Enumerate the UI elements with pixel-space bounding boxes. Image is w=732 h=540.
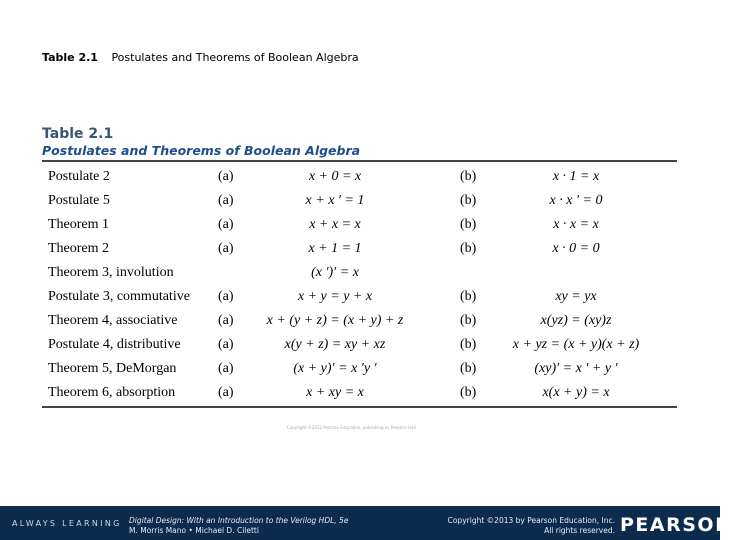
part-b-label: (b) <box>460 337 477 352</box>
table-row <box>0 333 720 357</box>
part-b-equation: x · 1 = x <box>552 169 600 184</box>
part-a-equation: x(y + z) = xy + xz <box>284 337 386 352</box>
copyright-line-1: Copyright ©2013 by Pearson Education, Inc. <box>447 516 615 525</box>
slide-title <box>42 51 359 64</box>
part-b-label: (b) <box>460 289 477 304</box>
part-a-label: (a) <box>218 361 234 376</box>
part-b-equation: x · 0 = 0 <box>552 241 600 256</box>
row-name: Theorem 2 <box>48 241 110 256</box>
part-b-equation: x(x + y) = x <box>542 385 610 400</box>
part-a-label: (a) <box>218 385 234 400</box>
part-b-label: (b) <box>460 193 477 208</box>
part-b-label: (b) <box>460 241 477 256</box>
row-name: Postulate 3, commutative <box>48 289 190 304</box>
table-caption: Postulates and Theorems of Boolean Algebra <box>42 143 361 158</box>
part-a-equation: (x + y)′ = x ′y ′ <box>293 361 377 376</box>
table-row <box>0 285 720 309</box>
source-note: Copyright ©2012 Pearson Education, publishing as Prentice Hall <box>287 425 416 430</box>
copyright-line-2: All rights reserved. <box>544 526 615 535</box>
table-heading <box>42 126 360 158</box>
always-learning-tagline: ALWAYS LEARNING <box>12 519 122 528</box>
part-a-label: (a) <box>218 169 234 184</box>
part-a-equation: x + y = y + x <box>297 289 373 304</box>
slide-title-label: Table 2.1 <box>42 51 98 64</box>
part-b-label: (b) <box>460 169 477 184</box>
table-top-rule <box>42 160 677 162</box>
book-authors: M. Morris Mano • Michael D. Ciletti <box>129 526 259 535</box>
table-number: Table 2.1 <box>42 126 114 142</box>
part-a-equation: x + 0 = x <box>308 169 362 184</box>
table-row <box>0 381 720 405</box>
part-a-equation: x + x = x <box>309 217 361 232</box>
part-a-equation: x + xy = x <box>306 385 364 400</box>
row-name: Theorem 5, DeMorgan <box>48 361 177 376</box>
part-b-equation: x · x = x <box>553 217 599 232</box>
table-row <box>0 357 720 381</box>
table-row <box>0 213 720 237</box>
part-a-label: (a) <box>218 337 234 352</box>
part-b-equation: (xy)′ = x ′ + y ′ <box>534 361 618 376</box>
book-title: Digital Design: With an Introduction to the Verilog HDL, 5e <box>129 516 349 525</box>
part-a-label: (a) <box>218 289 234 304</box>
part-b-label: (b) <box>460 217 477 232</box>
part-b-equation: x(yz) = (xy)z <box>540 313 612 328</box>
table-row <box>0 237 720 261</box>
part-a-equation: x + 1 = 1 <box>308 241 362 256</box>
slide-title-text: Postulates and Theorems of Boolean Algebra <box>111 51 359 64</box>
part-b-equation: x · x ′ = 0 <box>549 193 603 208</box>
row-name: Postulate 2 <box>48 169 110 184</box>
table-bottom-rule <box>42 406 677 408</box>
row-name: Postulate 5 <box>48 193 110 208</box>
row-name: Postulate 4, distributive <box>48 337 181 352</box>
part-a-label: (a) <box>218 241 234 256</box>
row-name: Theorem 1 <box>48 217 110 232</box>
part-a-equation: x + x ′ = 1 <box>305 193 365 208</box>
part-a-label: (a) <box>218 193 234 208</box>
footer-bar <box>0 506 732 540</box>
table-row <box>0 165 720 189</box>
table-row <box>0 261 720 285</box>
part-a-equation: (x ′)′ = x <box>311 265 359 280</box>
part-b-label: (b) <box>460 385 477 400</box>
boolean-table <box>0 165 720 405</box>
part-a-equation: x + (y + z) = (x + y) + z <box>266 313 404 328</box>
row-name: Theorem 3, involution <box>48 265 174 280</box>
row-name: Theorem 4, associative <box>48 313 178 328</box>
copyright <box>405 516 615 536</box>
part-b-equation: xy = yx <box>555 289 597 304</box>
part-b-equation: x + yz = (x + y)(x + z) <box>512 337 640 352</box>
part-b-label: (b) <box>460 313 477 328</box>
table-row <box>0 309 720 333</box>
row-name: Theorem 6, absorption <box>48 385 176 400</box>
part-b-label: (b) <box>460 361 477 376</box>
part-a-label: (a) <box>218 217 234 232</box>
book-citation <box>129 516 348 536</box>
part-a-label: (a) <box>218 313 234 328</box>
table-row <box>0 189 720 213</box>
pearson-logo: PEARSON <box>620 514 732 536</box>
